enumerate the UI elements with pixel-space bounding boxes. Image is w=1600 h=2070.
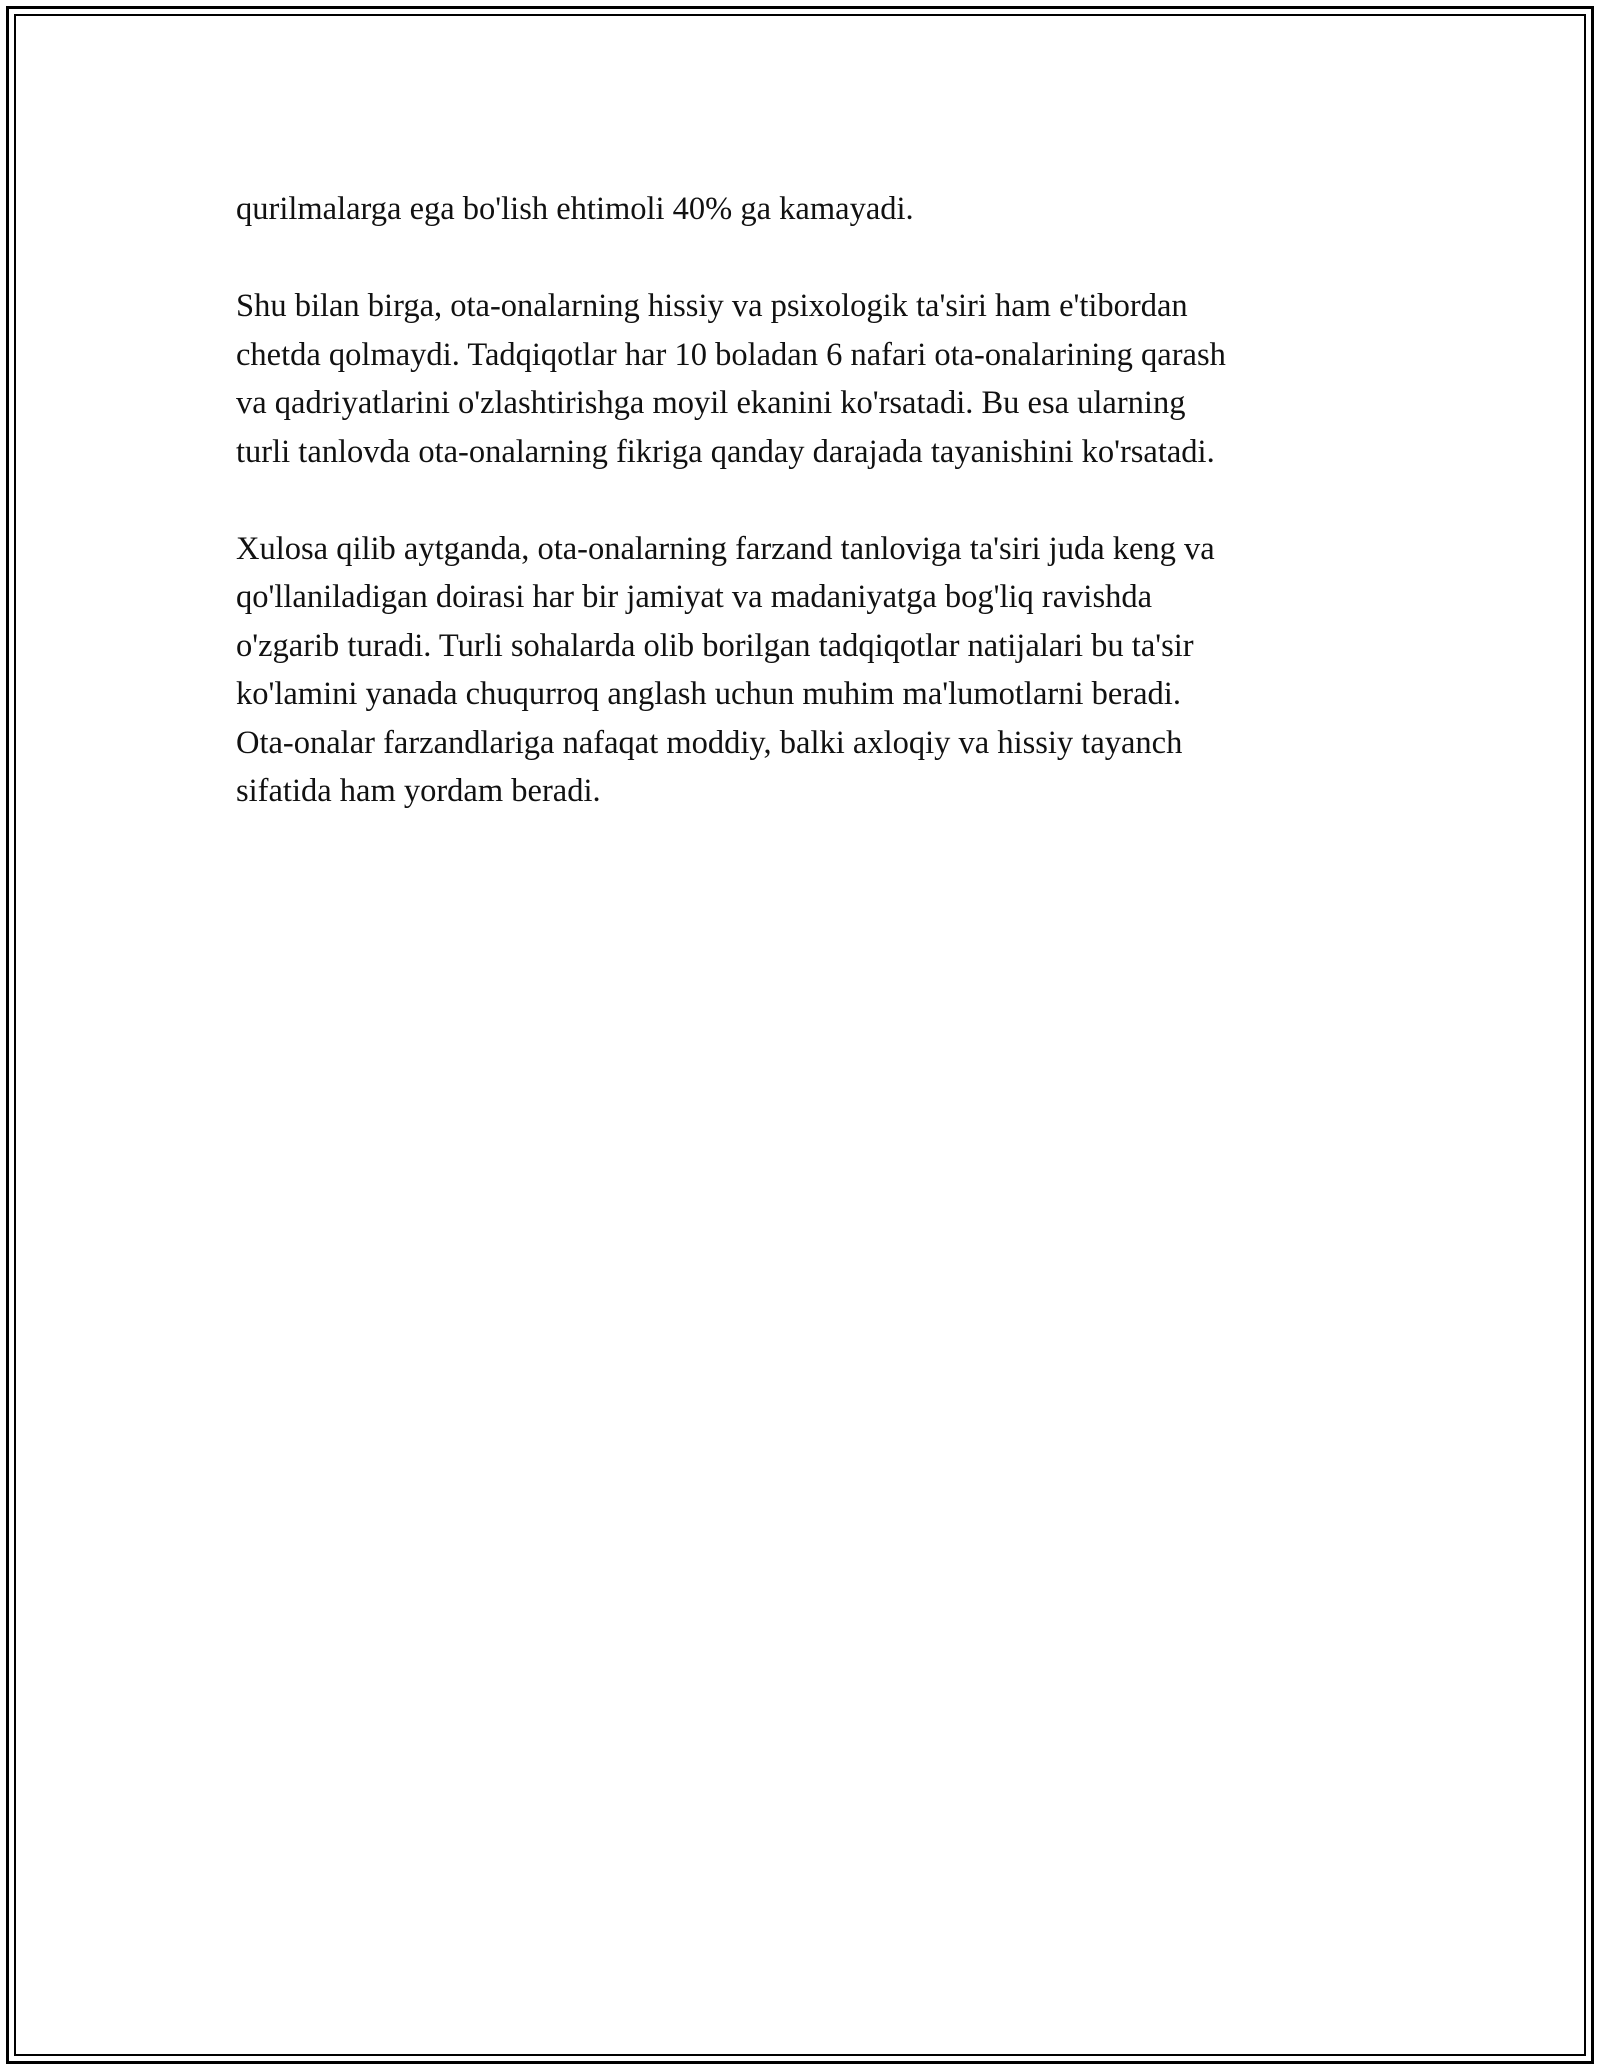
paragraph-1 [236, 185, 1376, 234]
paragraph-3 [236, 525, 1376, 816]
paragraph-2 [236, 282, 1376, 476]
text-line: qo'llaniladigan doirasi har bir jamiyat va madaniyatga bog'liq ravishda [236, 579, 1153, 615]
text-line: va qadriyatlarini o'zlashtirishga moyil ekanini ko'rsatadi. Bu esa ularning [236, 385, 1186, 421]
text-line: Shu bilan birga, ota-onalarning hissiy va psixologik ta'siri ham e'tibordan [236, 288, 1188, 324]
text-line: Ota-onalar farzandlariga nafaqat moddiy, balki axloqiy va hissiy tayanch [236, 724, 1183, 761]
text-line: chetda qolmaydi. Tadqiqotlar har 10 boladan 6 nafari ota-onalarining qarash [236, 336, 1226, 373]
text-line: ko'lamini yanada chuqurroq anglash uchun muhim ma'lumotlarni beradi. [236, 676, 1181, 712]
text-line: o'zgarib turadi. Turli sohalarda olib borilgan tadqiqotlar natijalari bu ta'sir [236, 627, 1194, 664]
text-line: turli tanlovda ota-onalarning fikriga qanday darajada tayanishini ko'rsatadi. [236, 433, 1215, 470]
text-line: qurilmalarga ega bo'lish ehtimoli 40% ga kamayadi. [236, 191, 914, 227]
document-body [236, 185, 1376, 864]
text-line: Xulosa qilib aytganda, ota-onalarning farzand tanloviga ta'siri juda keng va [236, 530, 1215, 567]
text-line: sifatida ham yordam beradi. [236, 773, 601, 809]
